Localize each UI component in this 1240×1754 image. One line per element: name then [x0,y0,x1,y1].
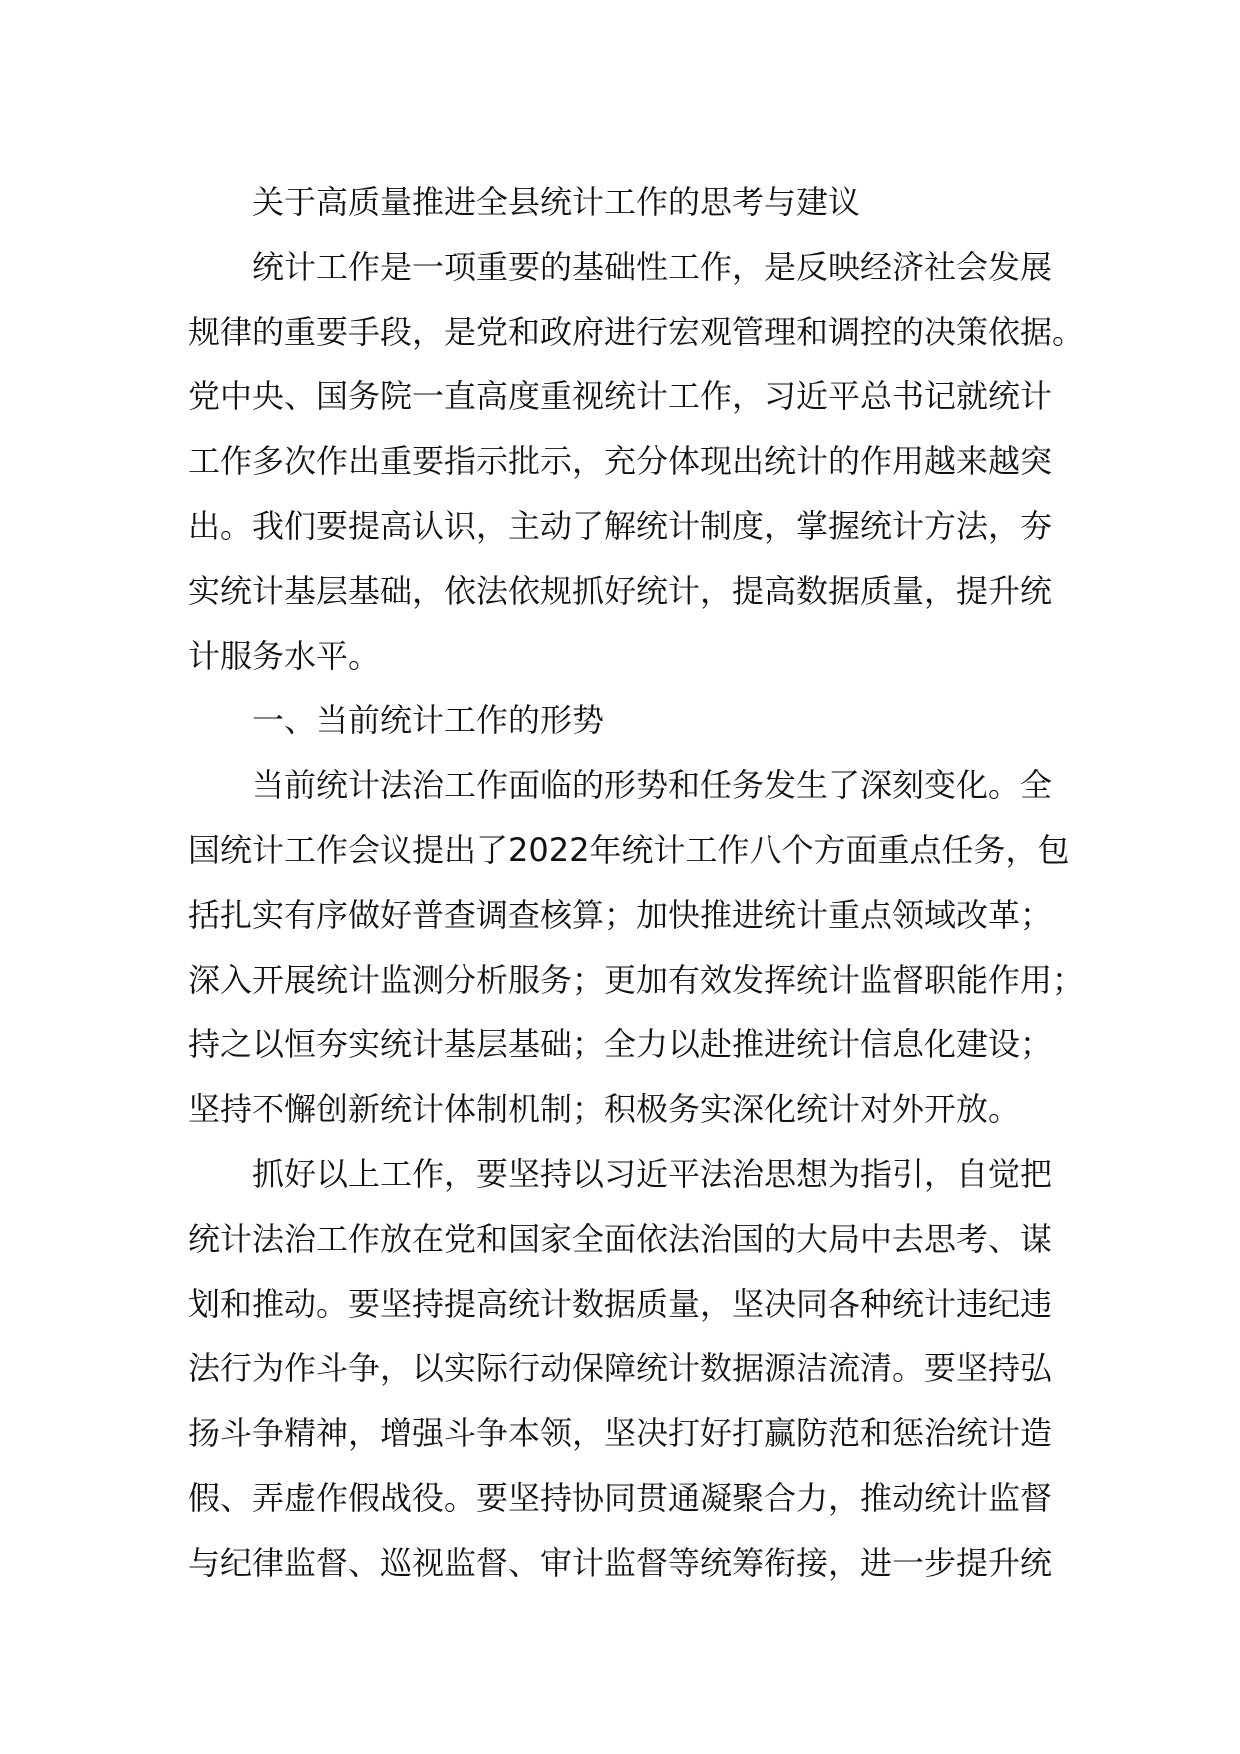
document-body [188,170,1088,1596]
paragraph-line: 划和推动。要坚持提高统计数据质量，坚决同各种统计违纪违 [188,1284,1053,1323]
paragraph-line: 坚持不懈创新统计体制机制；积极务实深化统计对外开放。 [188,1090,1021,1129]
paragraph-line: 与纪律监督、巡视监督、审计监督等统筹衔接，进一步提升统 [188,1543,1053,1582]
section-heading: 一、当前统计工作的形势 [252,701,605,740]
paragraph-line: 工作多次作出重要指示批示，充分体现出统计的作用越来越突 [188,442,1053,481]
paragraph-line: 括扎实有序做好普查调查核算；加快推进统计重点领域改革； [188,895,1053,934]
paragraph-line: 抓好以上工作，要坚持以习近平法治思想为指引，自觉把 [252,1154,1053,1193]
paragraph-line: 假、弄虚作假战役。要坚持协同贯通凝聚合力，推动统计监督 [188,1478,1053,1517]
paragraph-line: 出。我们要提高认识，主动了解统计制度，掌握统计方法，夯 [188,506,1053,545]
paragraph-line: 当前统计法治工作面临的形势和任务发生了深刻变化。全 [252,766,1053,805]
paragraph-line: 深入开展统计监测分析服务；更加有效发挥统计监督职能作用； [188,960,1085,999]
paragraph-line: 实统计基层基础，依法依规抓好统计，提高数据质量，提升统 [188,571,1053,610]
document-title: 关于高质量推进全县统计工作的思考与建议 [252,183,861,221]
paragraph-line: 规律的重要手段，是党和政府进行宏观管理和调控的决策依据。 [188,312,1085,351]
paragraph-line: 党中央、国务院一直高度重视统计工作，习近平总书记就统计 [188,377,1053,416]
paragraph-line: 国统计工作会议提出了2022年统计工作八个方面重点任务，包 [188,830,1070,869]
paragraph-line: 统计法治工作放在党和国家全面依法治国的大局中去思考、谋 [188,1219,1053,1258]
paragraph-line: 统计工作是一项重要的基础性工作，是反映经济社会发展 [252,247,1053,286]
paragraph-line: 法行为作斗争，以实际行动保障统计数据源洁流清。要坚持弘 [188,1349,1053,1388]
paragraph-line: 持之以恒夯实统计基层基础；全力以赴推进统计信息化建设； [188,1025,1053,1064]
paragraph-line: 扬斗争精神，增强斗争本领，坚决打好打赢防范和惩治统计造 [188,1414,1053,1453]
paragraph-line: 计服务水平。 [188,636,381,675]
